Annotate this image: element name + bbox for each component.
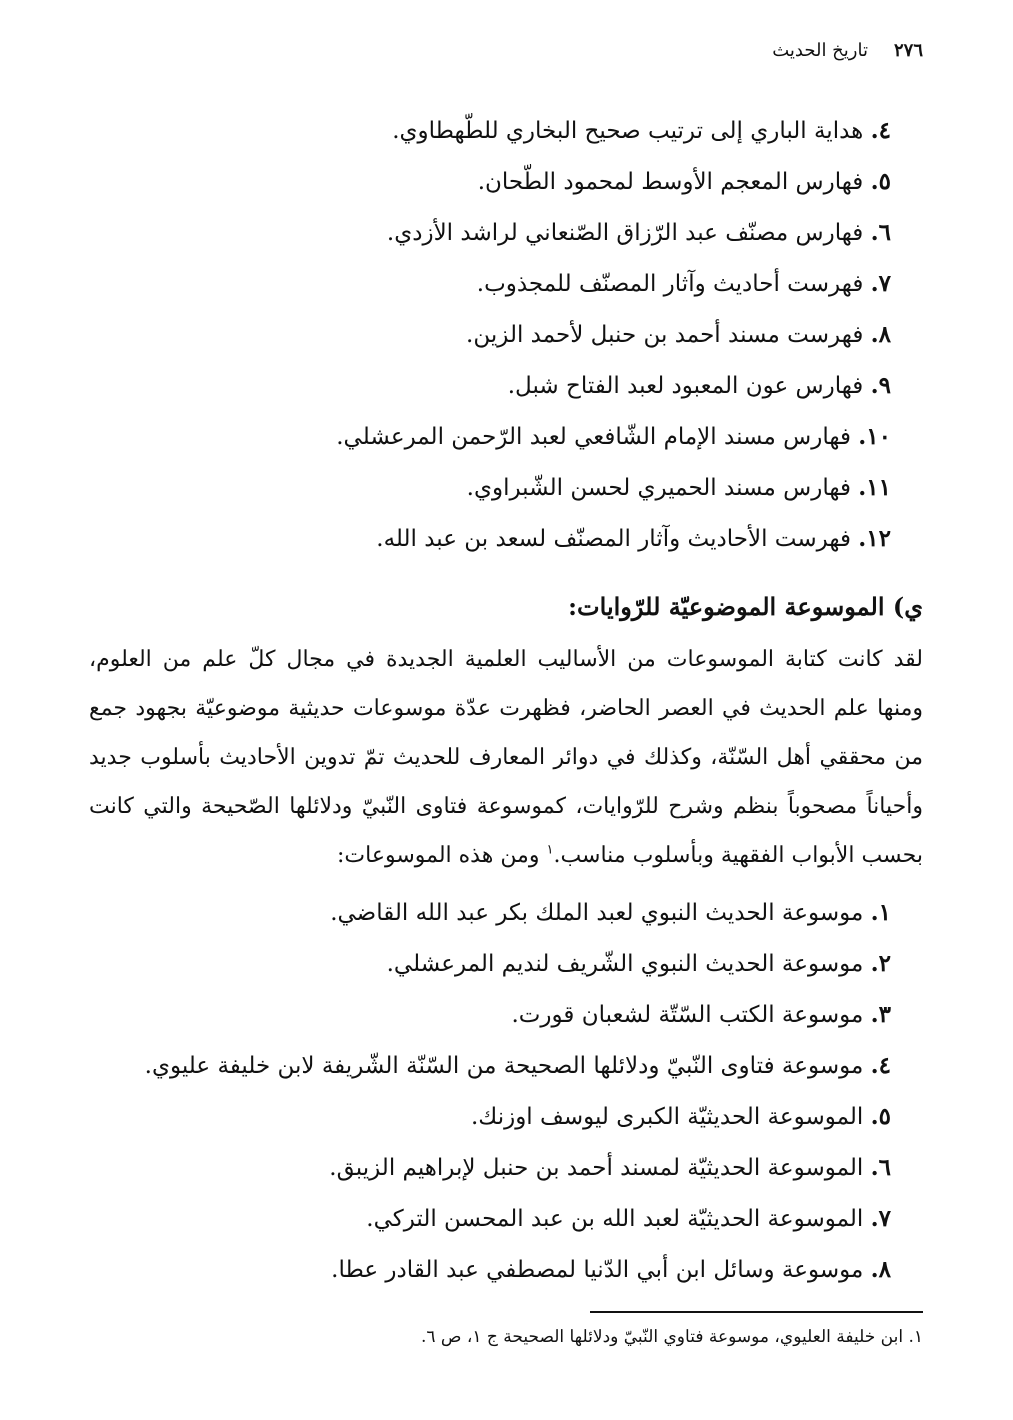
list-item: [145, 887, 891, 938]
list-item-text: الموسوعة الحديثيّة لعبد الله بن عبد المحسن التركي.: [366, 1206, 864, 1232]
list-item-text: موسوعة فتاوى النّبيّ ودلائلها الصحيحة من السّنّة الشّريفة لابن خليفة عليوي.: [144, 1053, 864, 1079]
list-item: [145, 1244, 891, 1295]
list-item-number: ١٢.: [858, 525, 891, 552]
index-list: [336, 105, 891, 564]
list-item-text: فهارس المعجم الأوسط لمحمود الطّحان.: [477, 169, 864, 195]
list-item-number: ١١.: [858, 474, 891, 501]
list-item: [145, 1040, 891, 1091]
body-paragraph: [89, 635, 923, 880]
list-item-number: ١٠.: [858, 423, 891, 450]
list-item-number: ٩.: [870, 372, 891, 399]
list-item-number: ٦.: [870, 219, 891, 246]
list-item: [145, 989, 891, 1040]
list-item-text: فهارس مسند الإمام الشّافعي لعبد الرّحمن المرعشلي.: [336, 424, 851, 450]
list-item-number: ٤.: [870, 1052, 891, 1079]
list-item: [145, 1193, 891, 1244]
running-title: تاريخ الحديث: [772, 40, 868, 61]
section-heading: ي) الموسوعة الموضوعيّة للرّوايات:: [568, 592, 923, 621]
list-item-number: ٤.: [870, 117, 891, 144]
list-item-text: فهرست الأحاديث وآثار المصنّف لسعد بن عبد الله.: [376, 526, 851, 552]
footnote-divider: [590, 1311, 923, 1313]
list-item-number: ٥.: [870, 168, 891, 195]
list-item-text: فهرست أحاديث وآثار المصنّف للمجذوب.: [476, 271, 864, 297]
list-item: [336, 309, 891, 360]
list-item-number: ٣.: [870, 1001, 891, 1028]
list-item: [336, 513, 891, 564]
list-item-text: موسوعة وسائل ابن أبي الدّنيا لمصطفي عبد القادر عطا.: [331, 1257, 864, 1283]
list-item-text: هداية الباري إلى ترتيب صحيح البخاري للطّهطاوي.: [392, 118, 864, 144]
list-item-number: ١.: [870, 899, 891, 926]
footnote: ١. ابن خليفة العليوي، موسوعة فتاوي النّبيّ ودلائلها الصحيحة ج ١، ص ٦.: [420, 1327, 923, 1347]
list-item-text: فهارس عون المعبود لعبد الفتاح شبل.: [507, 373, 864, 399]
list-item-number: ٨.: [870, 1256, 891, 1283]
list-item: [336, 207, 891, 258]
list-item-number: ٧.: [870, 270, 891, 297]
list-item-number: ٥.: [870, 1103, 891, 1130]
list-item-text: فهرست مسند أحمد بن حنبل لأحمد الزين.: [466, 322, 864, 348]
list-item: [145, 1091, 891, 1142]
list-item-text: الموسوعة الحديثيّة لمسند أحمد بن حنبل لإبراهيم الزيبق.: [329, 1155, 864, 1181]
footnote-reference: ١: [546, 842, 554, 858]
list-item: [336, 258, 891, 309]
list-item-text: موسوعة الحديث النبوي لعبد الملك بكر عبد الله القاضي.: [330, 900, 864, 926]
list-item-number: ٢.: [870, 950, 891, 977]
list-item-text: فهارس مصنّف عبد الرّزاق الصّنعاني لراشد الأزدي.: [386, 220, 864, 246]
list-item: [336, 411, 891, 462]
encyclopedia-list: [145, 887, 891, 1295]
list-item-number: ٨.: [870, 321, 891, 348]
list-item: [145, 1142, 891, 1193]
list-item-number: ٦.: [870, 1154, 891, 1181]
page-number: ٢٧٦: [893, 40, 923, 61]
list-item-text: فهارس مسند الحميري لحسن الشّبراوي.: [466, 475, 851, 501]
list-item-text: الموسوعة الحديثيّة الكبرى ليوسف اوزنك.: [471, 1104, 864, 1130]
list-item: [145, 938, 891, 989]
list-item: [336, 156, 891, 207]
list-item: [336, 105, 891, 156]
paragraph-main-text: لقد كانت كتابة الموسوعات من الأساليب العلمية الجديدة في مجال كلّ علم من العلوم، ومنها علم الحديث في العصر الحاضر، فظهرت عدّة موسوعات حديثية موضوعيّة بجهود جمع من محققي أهل السّنّة، وكذلك في دوائر المعارف للحديث تمّ تدوين الأحاديث بأسلوب جديد وأحياناً مصحوباً بنظم وشرح للرّوايات، كموسوعة فتاوى النّبيّ ودلائلها الصّحيحة والتي كانت بحسب الأبواب الفقهية وبأسلوب مناسب.: [89, 647, 923, 868]
list-item: [336, 360, 891, 411]
running-header: [772, 40, 923, 61]
list-item-text: موسوعة الحديث النبوي الشّريف لنديم المرعشلي.: [386, 951, 864, 977]
paragraph-tail-text: ومن هذه الموسوعات:: [337, 843, 547, 868]
list-item: [336, 462, 891, 513]
list-item-text: موسوعة الكتب السّتّة لشعبان قورت.: [511, 1002, 864, 1028]
list-item-number: ٧.: [870, 1205, 891, 1232]
